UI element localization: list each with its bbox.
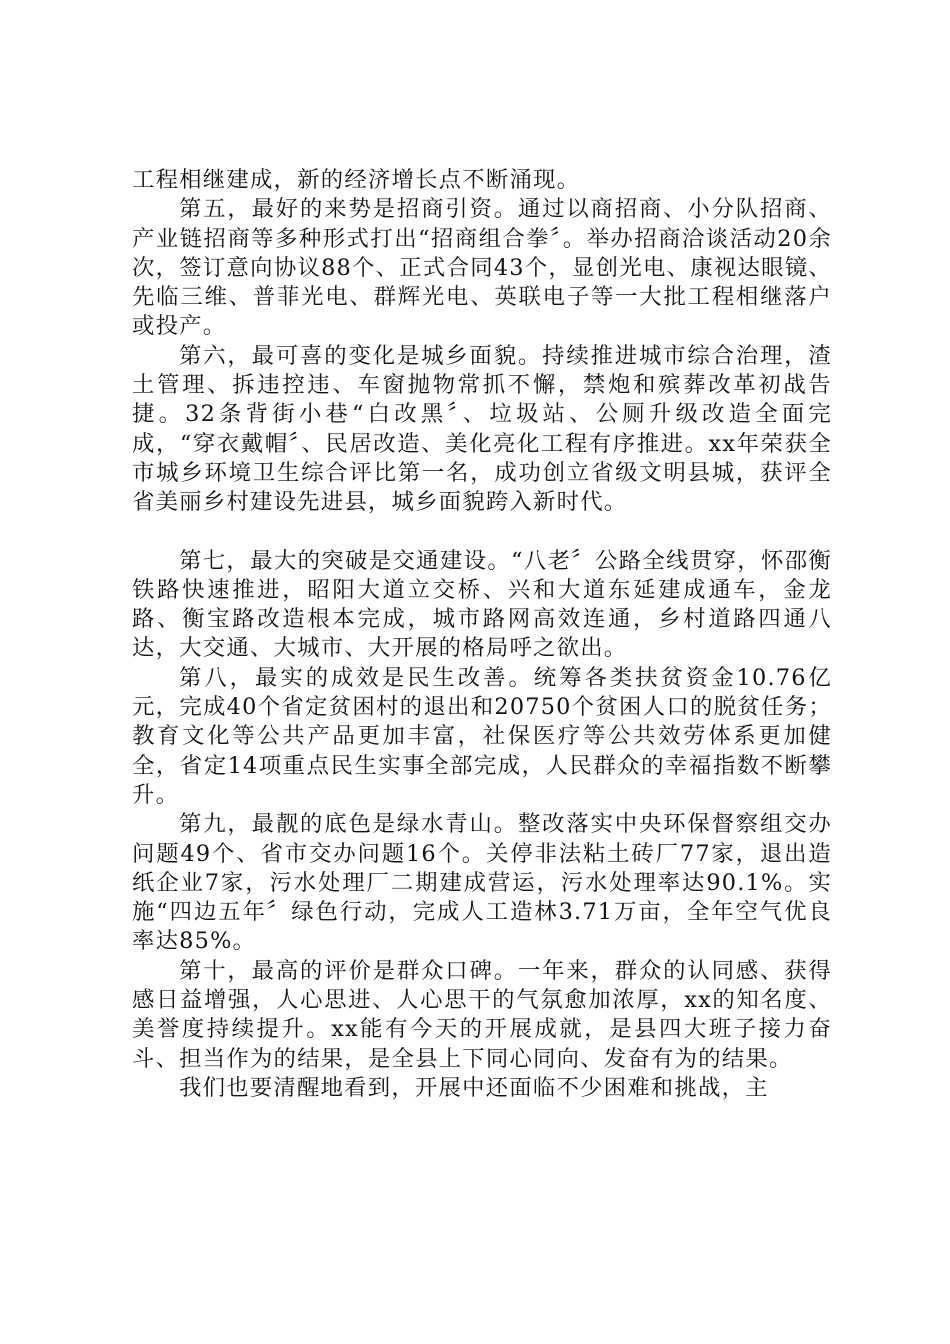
paragraph-tenth-reputation: 第十，最高的评价是群众口碑。一年来，群众的认同感、获得感日益增强，人心思进、人心思干的气氛愈加浓厚，xx的知名度、美誉度持续提升。xx能有今天的开展成就，是县四大班子接力奋斗、担当作为的结果，是全县上下同心同向、发奋有为的结果。 — [132, 957, 832, 1072]
paragraph-challenges: 我们也要清醒地看到，开展中还面临不少困难和挑战，主 — [179, 1074, 769, 1101]
document-body — [132, 166, 832, 1103]
paragraph-eighth-livelihood: 第八，最实的成效是民生改善。统筹各类扶贫资金10.76亿元，完成40个省定贫困村的退出和20750个贫困人口的脱贫任务；教育文化等公共产品更加丰富，社保医疗等公共效劳体系更加健全，省定14项重点民生实事全部完成，人民群众的幸福指数不断攀升。 — [132, 664, 832, 808]
paragraph-sixth-urban-rural: 第六，最可喜的变化是城乡面貌。持续推进城市综合治理，渣土管理、拆违控违、车窗抛物常抓不懈，禁炮和殡葬改革初战告捷。32条背街小巷“白改黑〞、垃圾站、公厕升级改造全面完成，“穿衣戴帽〞、民居改造、美化亮化工程有序推进。xx年荣获全市城乡环境卫生综合评比第一名，成功创立省级文明县城，获评全省美丽乡村建设先进县，城乡面貌跨入新时代。 — [132, 342, 832, 516]
paragraph-ninth-environment: 第九，最靓的底色是绿水青山。整改落实中央环保督察组交办问题49个、省市交办问题16个。关停非法粘土砖厂77家，退出造纸企业7家，污水处理厂二期建成营运，污水处理率达90.1%。实施“四边五年〞绿色行动，完成人工造林3.71万亩，全年空气优良率达85%。 — [132, 811, 832, 955]
paragraph-seventh-transport: 第七，最大的突破是交通建设。“八老〞公路全线贯穿，怀邵衡铁路快速推进，昭阳大道立交桥、兴和大道东延建成通车，金龙路、衡宝路改造根本完成，城市路网高效连通，乡村道路四通八达，大交通、大城市、大开展的格局呼之欲出。 — [132, 547, 832, 662]
paragraph-continuation: 工程相继建成，新的经济增长点不断涌现。 — [132, 167, 581, 193]
paragraph-fifth-investment: 第五，最好的来势是招商引资。通过以商招商、小分队招商、产业链招商等多种形式打出“招商组合拳〞。举办招商洽谈活动20余次，签订意向协议88个、正式合同43个，显创光电、康视达眼镜、先临三维、普菲光电、群辉光电、英联电子等一大批工程相继落户或投产。 — [132, 196, 832, 340]
